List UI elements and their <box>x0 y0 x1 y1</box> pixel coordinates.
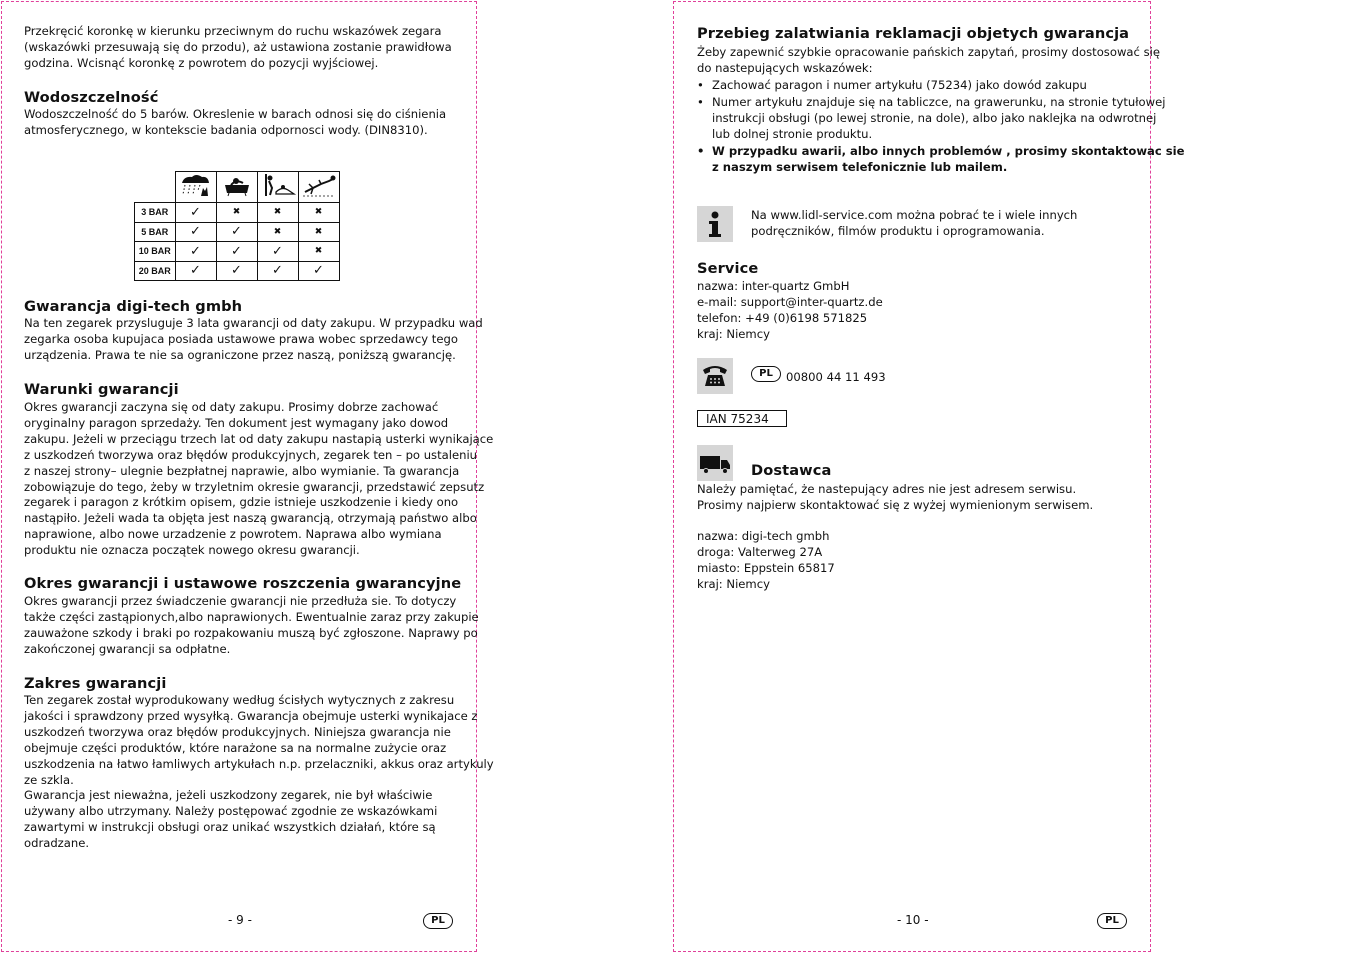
text-line: Prosimy najpierw skontaktować się z wyżej wymienionym serwisem. <box>697 497 1094 512</box>
text-line: godzina. Wcisnąć koronkę z powrotem do pozycji wyjściowej. <box>24 55 379 70</box>
check-icon: ✓ <box>216 242 257 262</box>
text-line: nazwa: digi-tech gmbh <box>697 529 830 543</box>
water-resistance-table <box>134 171 340 281</box>
text-line: zegarka osoba kupujaca posiada ustawowe prawa wobec sprzedawcy tego <box>24 331 458 346</box>
text-line: z naszym serwisem telefonicznie lub mailem. <box>712 160 1008 174</box>
text-line: zauważone szkody i braki po rozpakowaniu muszą być zgłoszone. Naprawy po <box>24 625 478 640</box>
list-item <box>697 143 1185 175</box>
text-line: Na ten zegarek przysluguje 3 lata gwarancji od daty zakupu. W przypadku wad <box>24 316 483 330</box>
text-line: Numer artykułu znajduje się na tabliczce, na grawerunku, na stronie tytułowej <box>712 95 1166 109</box>
bullet-icon: • <box>697 95 704 109</box>
text-line: Wodoszczelność do 5 barów. Okreslenie w barach odnosi się do ciśnienia <box>24 107 447 121</box>
check-icon: ✓ <box>175 222 216 242</box>
cross-icon: ✖ <box>298 203 339 223</box>
page-number: - 9 - <box>228 913 252 927</box>
period-text <box>24 594 479 658</box>
guarantee-title: Gwarancja digi-tech gmbh <box>24 298 243 315</box>
text-line: telefon: +49 (0)6198 571825 <box>697 310 868 325</box>
intro-text <box>24 24 452 72</box>
bar-label: 3 BAR <box>135 203 176 223</box>
text-line: podręczników, filmów produktu i oprogramowania. <box>751 223 1045 238</box>
text-line: z uszkodzeń tworzywa oraz błędów produkcyjnych, zegarek ten – po ustaleniu <box>24 447 478 462</box>
text-line: Zachować paragon i numer artykułu (75234) jako dowód zakupu <box>712 78 1087 92</box>
text-line: nazwa: inter-quartz GmbH <box>697 279 850 293</box>
language-badge: PL <box>1097 913 1127 929</box>
table-row <box>135 242 340 262</box>
text-line: e-mail: support@inter-quartz.de <box>697 294 883 309</box>
text-line: Ten zegarek został wyprodukowany według ścisłych wytycznych z zakresu <box>24 693 455 707</box>
table-corner <box>135 172 176 203</box>
text-line: zegarek i paragon z krótkim opisem, gdzie istnieje uszkodzenie i kiedy ono <box>24 495 459 510</box>
conditions-text <box>24 400 493 559</box>
text-line: zakupu. Jeżeli w przeciągu trzech lat od daty zakupu nastapią usterki wynikające <box>24 431 494 446</box>
conditions-title: Warunki gwarancji <box>24 381 179 398</box>
cross-icon: ✖ <box>257 203 298 223</box>
language-badge: PL <box>751 366 781 382</box>
text-line: produktu nie oznacza początek nowego okresu gwarancji. <box>24 543 360 558</box>
text-line: nastąpiło. Jeżeli wada ta objęta jest naszą gwarancją, otrzymają państwo albo <box>24 511 477 526</box>
supplier-title: Dostawca <box>751 462 832 479</box>
cross-icon: ✖ <box>257 222 298 242</box>
text-line: oryginalny paragon sprzedaży. Ten dokument jest wymagany jako dowod <box>24 415 449 430</box>
text-line: droga: Valterweg 27A <box>697 544 823 559</box>
text-line: Żeby zapewnić szybkie opracowanie pańskich zapytań, prosimy dostosować się <box>697 45 1160 59</box>
page-number: - 10 - <box>897 913 929 927</box>
text-line: W przypadku awarii, albo innych problemów , prosimy skontaktowac sie <box>712 144 1185 158</box>
supplier-note <box>697 482 1093 514</box>
service-title: Service <box>697 260 759 277</box>
service-text <box>697 279 883 343</box>
text-line: instrukcji obsługi (po lewej stronie, na dole), albo jako naklejka na odwrotnej <box>712 111 1157 125</box>
bar-label: 10 BAR <box>135 242 176 262</box>
text-line: urządzenia. Prawa te nie sa ograniczone przez naszą, poniższą gwarancję. <box>24 347 456 362</box>
check-icon: ✓ <box>257 242 298 262</box>
text-line: atmosferycznego, w kontekscie badania odpornosci wody. (DIN8310). <box>24 122 428 137</box>
text-line: Gwarancja jest nieważna, jeżeli uszkodzony zegarek, nie był właściwie <box>24 788 433 803</box>
ian-number: IAN 75234 <box>697 410 787 427</box>
rain-splash-icon <box>175 172 216 203</box>
truck-icon <box>697 445 733 481</box>
text-line: Okres gwarancji przez świadczenie gwarancji nie przedłuża sie. To dotyczy <box>24 594 457 608</box>
bar-label: 5 BAR <box>135 222 176 242</box>
check-icon: ✓ <box>257 261 298 281</box>
claims-text <box>697 45 1160 77</box>
water-text <box>24 107 446 139</box>
bullet-icon: • <box>697 78 704 92</box>
text-line: kraj: Niemcy <box>697 326 770 341</box>
bar-label: 20 BAR <box>135 261 176 281</box>
language-badge: PL <box>423 913 453 929</box>
cross-icon: ✖ <box>216 203 257 223</box>
list-item <box>697 77 1185 93</box>
text-line: zakończonej gwarancji sa odpłatne. <box>24 641 231 656</box>
text-line: odradzane. <box>24 836 90 851</box>
scope-text <box>24 693 494 852</box>
table-row <box>135 203 340 223</box>
telephone-icon <box>697 358 733 394</box>
text-line: ze szkla. <box>24 772 74 787</box>
text-line: Okres gwarancji zaczyna się od daty zakupu. Prosimy dobrze zachować <box>24 400 439 414</box>
cross-icon: ✖ <box>298 242 339 262</box>
cross-icon: ✖ <box>298 222 339 242</box>
info-text <box>751 208 1077 240</box>
list-item <box>697 94 1185 142</box>
water-title: Wodoszczelność <box>24 89 159 106</box>
bullet-icon: • <box>697 144 705 158</box>
text-line: uszkodzeń tworzywa oraz błędów produkcyjnych. Niniejsza gwarancja nie <box>24 724 451 739</box>
period-title: Okres gwarancji i ustawowe roszczenia gwarancyjne <box>24 575 462 592</box>
text-line: (wskazówki przesuwają się do przodu), aż ustawiona zostanie prawidłowa <box>24 39 452 54</box>
text-line: lub dolnej stronie produktu. <box>712 127 873 141</box>
text-line: zawartymi w instrukcji obsługi oraz unikać wszystkich działań, które są <box>24 820 436 835</box>
table-row <box>135 261 340 281</box>
text-line: używany albo utrzymany. Należy postępować zgodnie ze wskazówkami <box>24 804 438 819</box>
phone-number: 00800 44 11 493 <box>786 370 886 384</box>
text-line: Należy pamiętać, że nastepujący adres nie jest adresem serwisu. <box>697 482 1077 496</box>
text-line: Na www.lidl-service.com można pobrać te i wiele innych <box>751 208 1078 222</box>
guarantee-text <box>24 316 483 364</box>
check-icon: ✓ <box>175 242 216 262</box>
text-line: także części zastąpionych,albo naprawionych. Ewentualnie zaraz przy zakupie <box>24 609 479 624</box>
scope-title: Zakres gwarancji <box>24 675 167 692</box>
text-line: naprawione, albo nowe urzadzenie z powrotem. Naprawa albo wymiana <box>24 527 442 542</box>
text-line: uszkodzenia na łatwo łamliwych artykułach n.p. przelaczniki, akkus oraz artykuly <box>24 756 494 771</box>
text-line: zobowiązuje do tego, żeby w trzyletnim okresie gwarancji, przedstawić zepsutz <box>24 479 485 494</box>
text-line: kraj: Niemcy <box>697 576 770 591</box>
text-line: miasto: Eppstein 65817 <box>697 560 835 575</box>
claims-bullet-list <box>697 77 1185 175</box>
text-line: do nastepujących wskazówek: <box>697 60 873 75</box>
check-icon: ✓ <box>175 261 216 281</box>
check-icon: ✓ <box>216 261 257 281</box>
info-icon <box>697 206 733 242</box>
supplier-address <box>697 529 835 593</box>
text-line: z naszej strony– ulegnie bezpłatnej naprawie, albo wymianie. Ta gwarancja <box>24 463 460 478</box>
claims-title: Przebieg zalatwiania reklamacji objetych gwarancja <box>697 25 1130 42</box>
text-line: jakości i sprawdzony przed wysyłką. Gwarancja obejmuje usterki wynikajace z <box>24 708 478 723</box>
check-icon: ✓ <box>298 261 339 281</box>
text-line: Przekręcić koronkę w kierunku przeciwnym do ruchu wskazówek zegara <box>24 24 442 38</box>
bathtub-icon <box>216 172 257 203</box>
check-icon: ✓ <box>216 222 257 242</box>
table-icon-row <box>135 172 340 203</box>
diving-icon <box>298 172 339 203</box>
text-line: obejmuje części produktów, które narażone sa na normalne zużycie oraz <box>24 740 447 755</box>
shower-swim-icon <box>257 172 298 203</box>
check-icon: ✓ <box>175 203 216 223</box>
table-row <box>135 222 340 242</box>
